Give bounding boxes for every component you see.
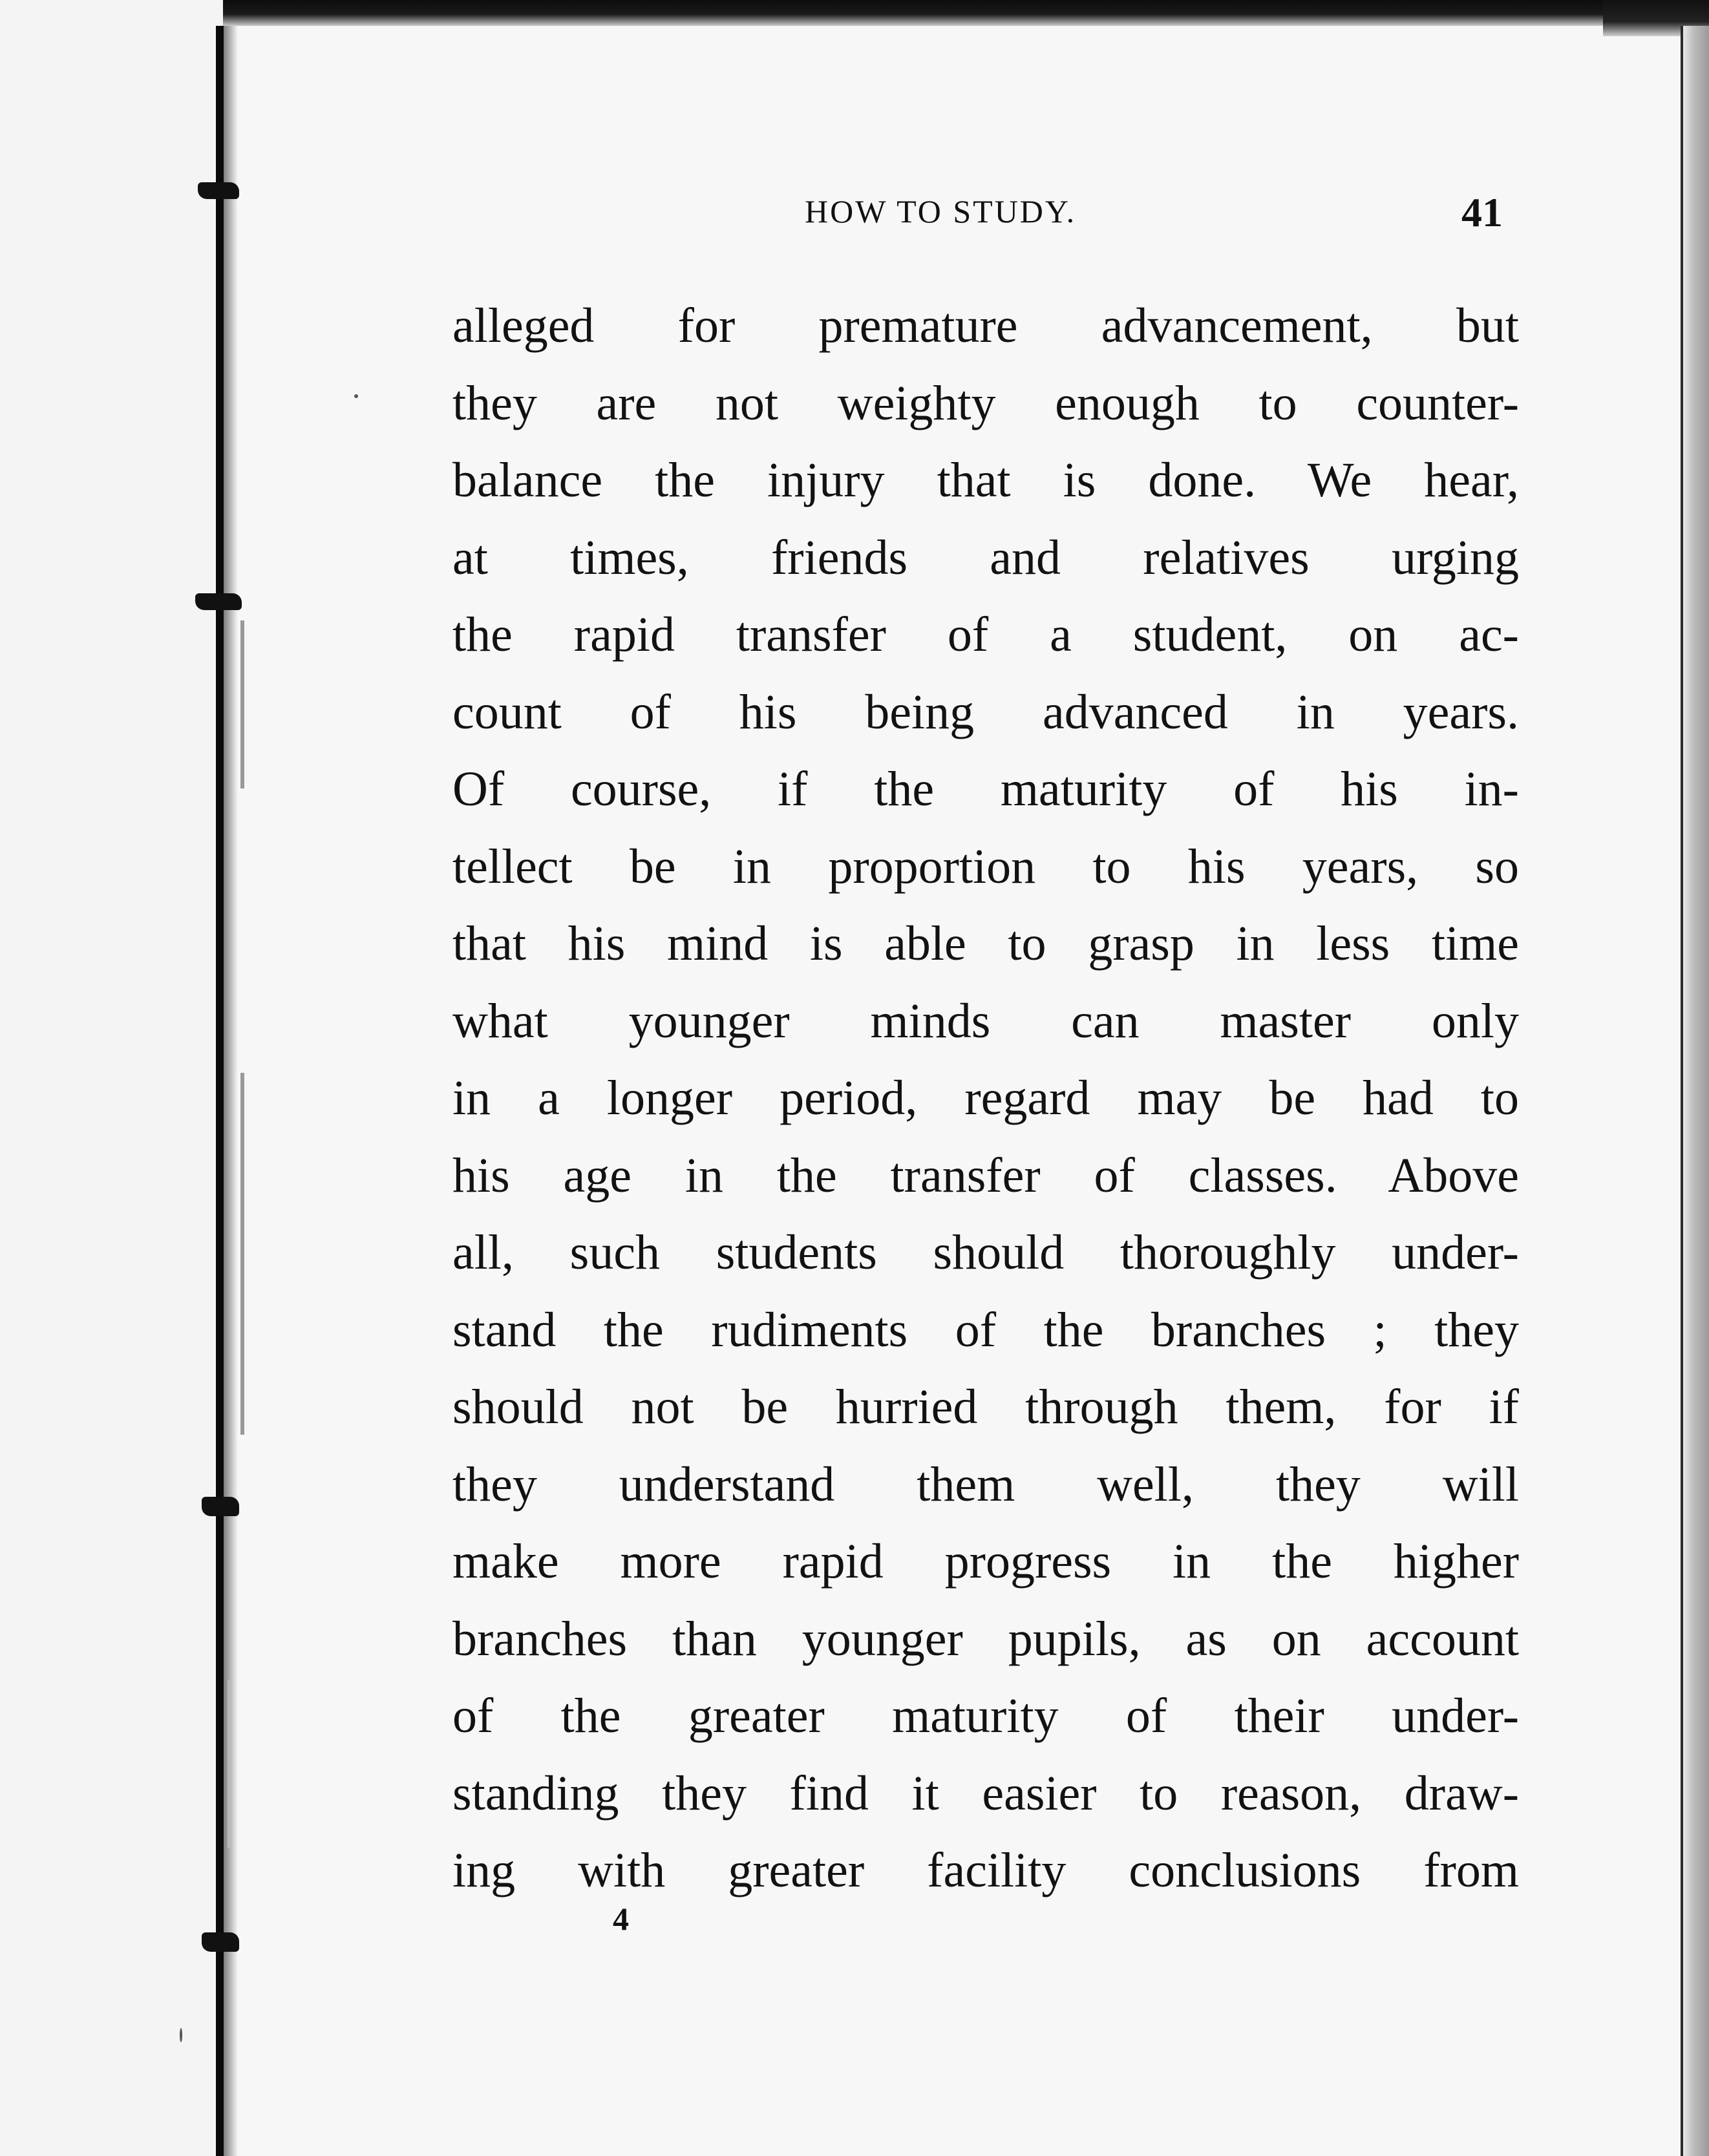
text-line: they understand them well, they will [452,1457,1519,1512]
binding-stitch [195,593,242,610]
binding-thread [228,1680,231,1848]
text-line: they are not weighty enough to counter- [452,375,1519,430]
paper-speck [354,394,358,398]
text-line: ing with greater facility conclusions from [452,1843,1519,1897]
text-line: all, such students should thoroughly under- [452,1225,1519,1280]
text-line: make more rapid progress in the higher [452,1534,1519,1589]
binding-gutter-line [216,26,224,2156]
text-line: alleged for premature advancement, but [452,299,1519,353]
binding-stitch [198,182,239,199]
text-line: count of his being advanced in years. [452,684,1519,739]
running-head [452,189,1503,244]
book-top-edge [223,0,1709,26]
page-right-edge-line [1681,26,1683,2156]
paper-speck [180,2028,182,2042]
text-line: standing they find it easier to reason, draw- [452,1766,1519,1821]
text-line: that his mind is able to grasp in less time [452,916,1519,971]
text-line: tellect be in proportion to his years, so [452,839,1519,894]
page-number: 41 [1461,189,1503,235]
body-text [452,288,1519,1910]
signature-mark: 4 [613,1901,629,1937]
page-right-edge-shadow [1683,26,1709,2156]
text-line: branches than younger pupils, as on account [452,1611,1519,1666]
text-line: should not be hurried through them, for if [452,1380,1519,1434]
text-line: in a longer period, regard may be had to [452,1071,1519,1125]
text-line: what younger minds can master only [452,993,1519,1048]
text-line: his age in the transfer of classes. Above [452,1148,1519,1203]
text-line: the rapid transfer of a student, on ac- [452,608,1519,662]
text-line: of the greater maturity of their under- [452,1689,1519,1743]
text-line: Of course, if the maturity of his in- [452,762,1519,816]
binding-stitch [202,1932,239,1952]
binding-thread [240,620,244,788]
text-line: balance the injury that is done. We hear, [452,453,1519,507]
text-line: at times, friends and relatives urging [452,530,1519,585]
binding-thread [240,1073,244,1435]
text-line: stand the rudiments of the branches ; they [452,1302,1519,1357]
running-head-title: HOW TO STUDY. [805,193,1077,229]
binding-stitch [202,1497,239,1516]
